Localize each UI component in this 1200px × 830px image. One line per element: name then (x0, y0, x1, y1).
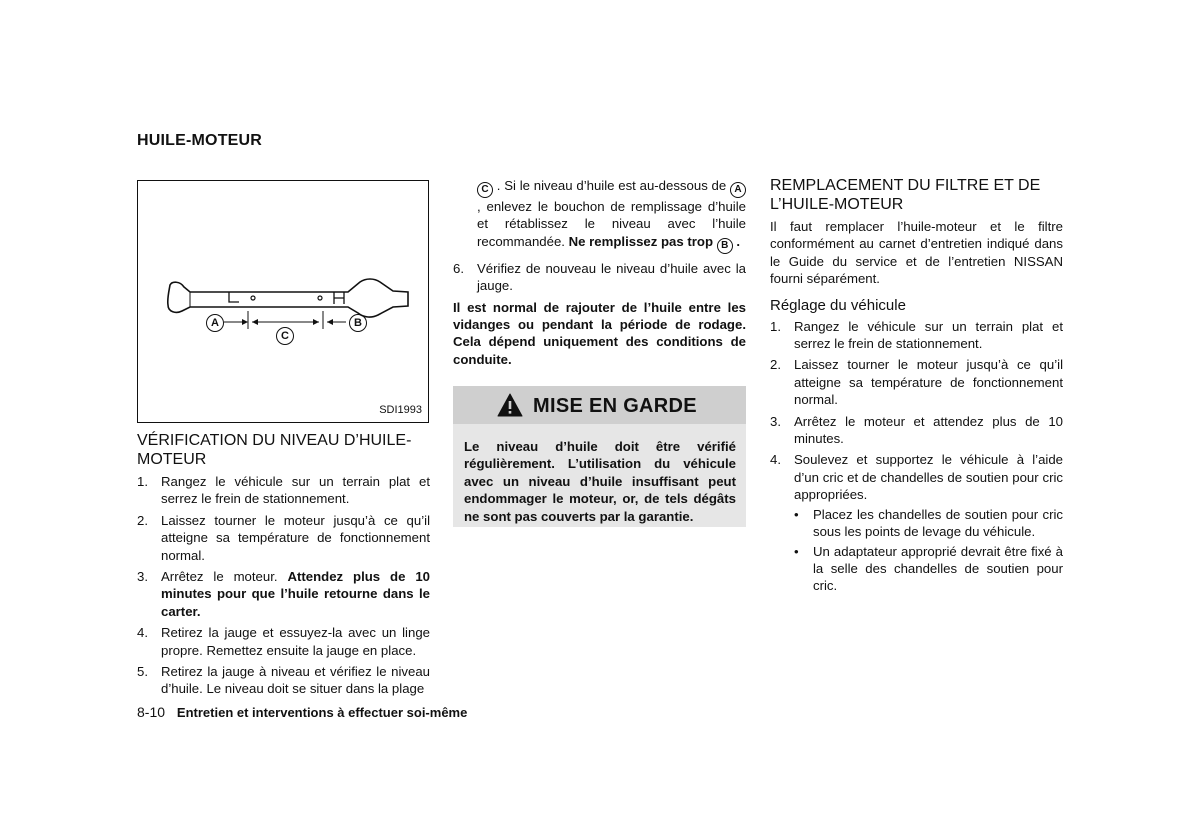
step5-continuation: C . Si le niveau d’huile est au-dessous de A , enlevez le bouchon de remplissage d’huile et rétablissez le niveau avec l’huile recommandée. Ne remplissez pas trop B . (453, 177, 746, 254)
jack-bullets (794, 506, 1063, 595)
page-number: 8-10 (137, 704, 166, 720)
warning-title: MISE EN GARDE (533, 395, 697, 417)
verification-steps (137, 473, 430, 698)
dipstick-illustration (138, 181, 428, 422)
warning-header (453, 386, 746, 424)
replacement-intro: Il faut remplacer l’huile-moteur et le filtre conformément au carnet d’entretien indiqué dans le Guide du service et de l’entretien NISSAN fourni séparément. (770, 219, 1063, 287)
column-2 (453, 177, 746, 368)
bullet-item: • Placez les chandelles de soutien pour cric sous les points de levage du véhicule. (794, 506, 1063, 540)
list-item: 4. Soulevez et supportez le véhicule à l’aide d’un cric et de chandelles de soutien pour cric appropriées. • Placez les chandelles de soutien pour cric sous les points de levage du véhicule. • Un adaptateur approprié devrait être fixé à la selle des chandelles de soutien pour cric. (770, 452, 1063, 594)
label-b: B (349, 314, 367, 332)
list-item: 1. Rangez le véhicule sur un terrain plat et serrez le frein de stationnement. (770, 318, 1063, 352)
subheading-vehicle: Réglage du véhicule (770, 296, 906, 314)
list-item: 3. Arrêtez le moteur et attendez plus de 10 minutes. (770, 413, 1063, 447)
label-c: C (276, 327, 294, 345)
vehicle-steps (770, 318, 1063, 595)
step-6 (453, 260, 746, 295)
list-item: 2. Laissez tourner le moteur jusqu’à ce qu’il atteigne sa température de fonctionnement normal. (137, 512, 430, 563)
label-b-ref: B (717, 238, 733, 254)
list-item: 1. Rangez le véhicule sur un terrain plat et serrez le frein de stationnement. (137, 474, 430, 507)
dipstick-figure (137, 180, 429, 423)
page-footer (137, 704, 467, 720)
section-title: HUILE-MOTEUR (137, 132, 263, 149)
bold-note: Il est normal de rajouter de l’huile entre les vidanges ou pendant la période de rodage. Cela dépend uniquement des conditions de conduite. (453, 299, 746, 367)
warning-text: Le niveau d’huile doit être vérifié régulièrement. L’utilisation du véhicule avec un niveau d’huile insuffisant peut endommager le moteur, or, de tels dégâts ne sont pas couverts par la garantie. (464, 439, 736, 524)
bullet-item: • Un adaptateur approprié devrait être fixé à la selle des chandelles de soutien pour cric. (794, 543, 1063, 594)
warning-box (453, 386, 746, 527)
list-item: 3. Arrêtez le moteur. Attendez plus de 10 minutes pour que l’huile retourne dans le carter. (137, 569, 430, 619)
heading-verification: VÉRIFICATION DU NIVEAU D’HUILE-MOTEUR (137, 432, 412, 468)
label-a-ref: A (730, 182, 746, 198)
warning-triangle-icon (497, 393, 523, 417)
column-3 (770, 176, 1063, 599)
list-item: 5. Retirez la jauge à niveau et vérifiez le niveau d’huile. Le niveau doit se situer dans la plage (137, 664, 430, 697)
heading-replacement: REMPLACEMENT DU FILTRE ET DE L’HUILE-MOTEUR (770, 177, 1041, 213)
label-a: A (206, 314, 224, 332)
label-c-ref: C (477, 182, 493, 198)
list-item: 6. Vérifiez de nouveau le niveau d’huile avec la jauge. (453, 260, 746, 294)
figure-code: SDI1993 (379, 404, 422, 416)
list-item: 4. Retirez la jauge et essuyez-la avec un linge propre. Remettez ensuite la jauge en place. (137, 625, 430, 658)
column-1 (137, 431, 430, 702)
list-item: 2. Laissez tourner le moteur jusqu’à ce qu’il atteigne sa température de fonctionnement normal. (770, 357, 1063, 408)
chapter-title: Entretien et interventions à effectuer soi-même (176, 705, 468, 720)
